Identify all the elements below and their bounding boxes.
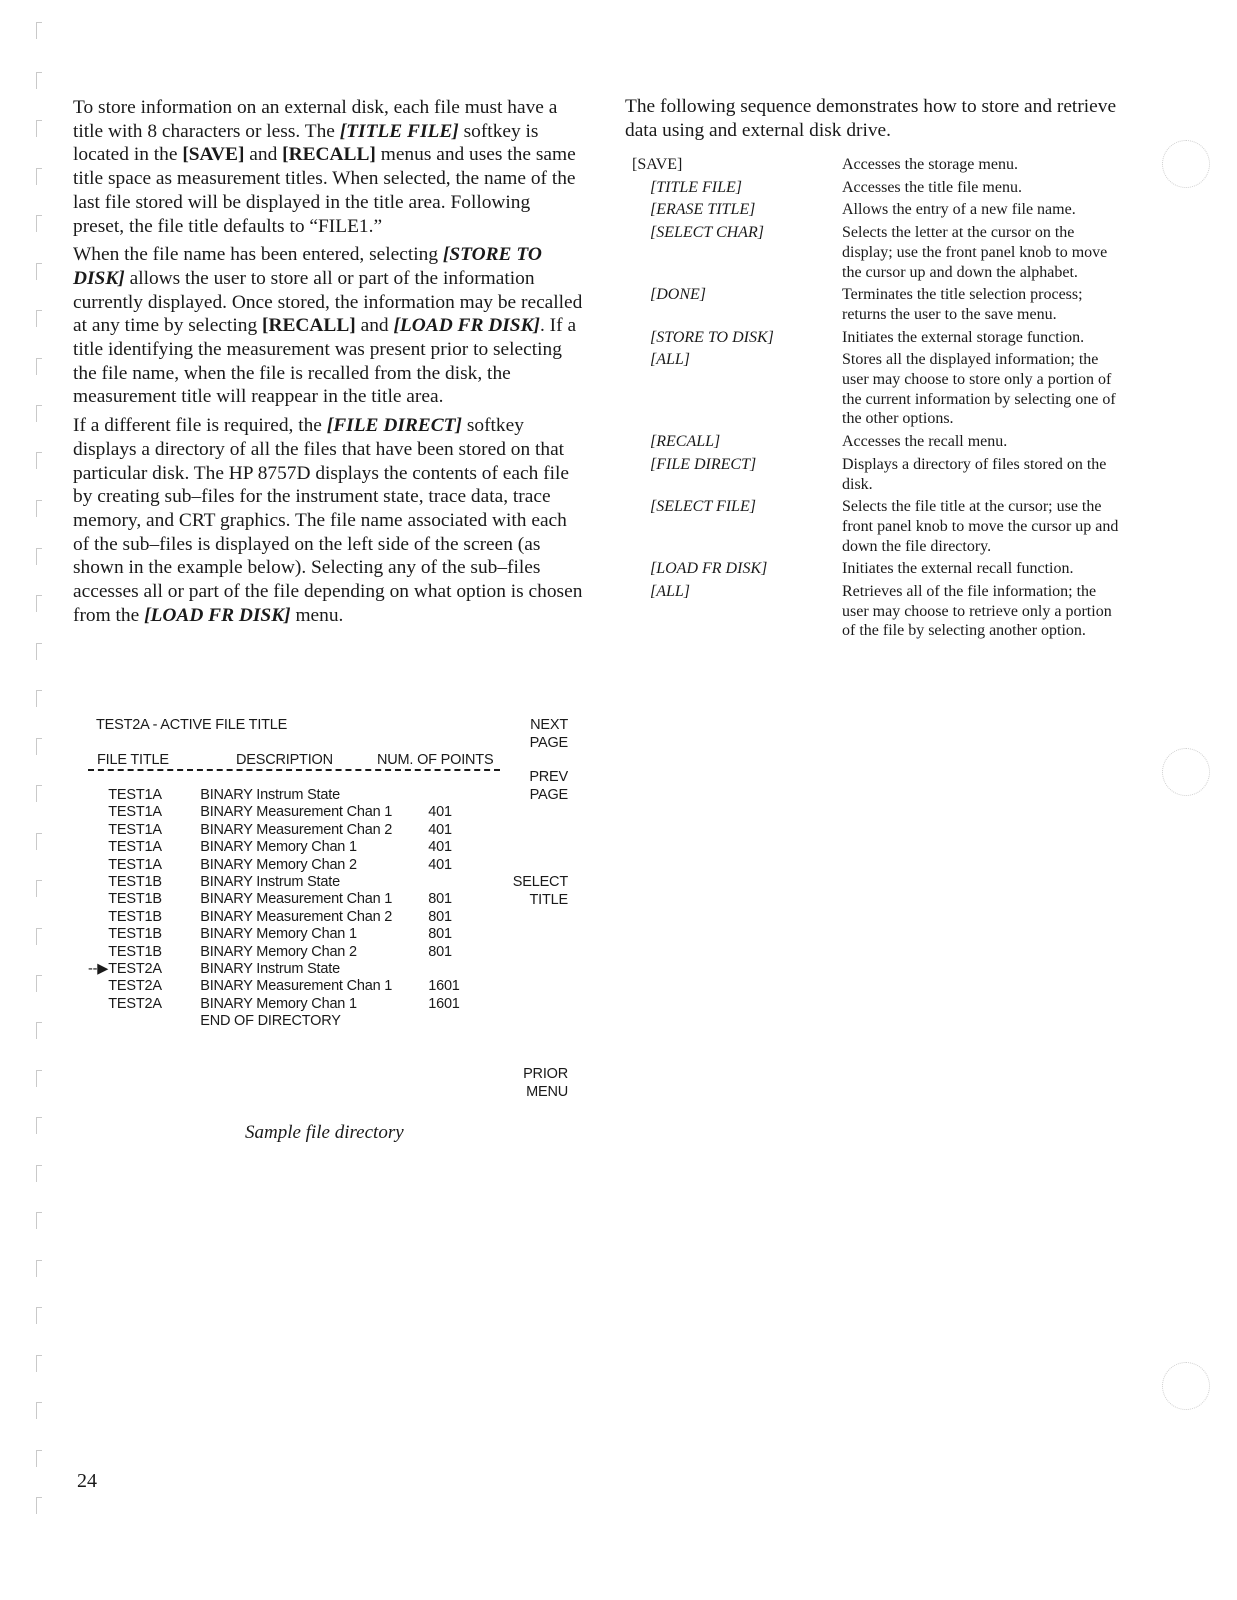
num-points-cell [428, 961, 488, 978]
cursor-arrow [88, 891, 108, 908]
description-cell: BINARY Memory Chan 1 [200, 926, 357, 943]
file-title-cell [108, 1013, 200, 1030]
cursor-arrow [88, 874, 108, 891]
num-points-cell: 1601 [428, 978, 460, 995]
description-cell: BINARY Memory Chan 2 [200, 856, 357, 873]
file-title-cell: TEST1B [108, 891, 162, 908]
softkey-prior-menu[interactable]: PRIOR MENU [523, 1066, 568, 1100]
directory-row[interactable] [88, 804, 488, 821]
file-title-cell: TEST2A [108, 961, 162, 978]
description-cell: BINARY Instrum State [200, 961, 340, 978]
sequence-key: [STORE TO DISK] [650, 328, 774, 346]
sequence-key: [DONE] [650, 286, 707, 304]
cursor-arrow [88, 1013, 108, 1030]
description-cell: BINARY Measurement Chan 1 [200, 978, 393, 995]
sequence-description: Accesses the storage menu. [842, 156, 1018, 173]
directory-row[interactable] [88, 926, 488, 943]
sequence-description: Initiates the external storage function. [842, 328, 1085, 346]
num-points-cell: 801 [428, 908, 452, 925]
num-points-cell [428, 874, 488, 891]
sequence-description: Terminates the title selection process; returns the user to the save menu. [842, 286, 1083, 323]
sequence-key: [ERASE TITLE] [650, 201, 756, 219]
num-points-cell: 1601 [428, 995, 460, 1012]
sequence-description: Selects the file title at the cursor; use the front panel knob to move the cursor up and down the file directory. [842, 498, 1119, 555]
file-title-cell: TEST2A [108, 995, 162, 1012]
directory-row[interactable] [88, 996, 488, 1013]
cursor-arrow [88, 857, 108, 874]
sample-file-directory-screen [88, 717, 578, 1107]
directory-row[interactable] [88, 978, 488, 995]
sequence-step [632, 178, 1122, 198]
sequence-key: [ALL] [650, 351, 691, 369]
sequence-description: Accesses the recall menu. [842, 433, 1008, 451]
sequence-step [632, 455, 1122, 494]
num-points-cell: 801 [428, 891, 452, 908]
softkey-ref: [FILE DIRECT] [326, 415, 462, 437]
num-points-cell: 801 [428, 943, 452, 960]
description-cell: BINARY Measurement Chan 2 [200, 908, 393, 925]
file-title-cell: TEST1A [108, 856, 162, 873]
cursor-arrow [88, 909, 108, 926]
directory-row[interactable] [88, 944, 488, 961]
sequence-description: Accesses the title file menu. [842, 178, 1022, 196]
directory-row[interactable] [88, 839, 488, 856]
hardkey-ref: [SAVE] [182, 144, 245, 166]
directory-row[interactable] [88, 891, 488, 908]
num-points-cell: 401 [428, 804, 452, 821]
sequence-description: Retrieves all of the file information; the user may choose to retrieve only a portion of the file by selecting another option. [842, 583, 1112, 640]
sequence-description: Allows the entry of a new file name. [842, 201, 1076, 219]
file-title-cell: TEST1B [108, 874, 162, 891]
header-num-points: NUM. OF POINTS [377, 752, 494, 768]
sequence-step [632, 285, 1122, 324]
key-sequence-list [632, 155, 1122, 644]
sequence-step [632, 155, 1122, 175]
cursor-arrow: --▶ [88, 961, 109, 978]
file-title-cell: TEST1A [108, 839, 162, 856]
directory-row[interactable] [88, 1013, 488, 1030]
softkey-ref: [TITLE FILE] [339, 120, 459, 142]
sequence-description: Initiates the external recall function. [842, 560, 1074, 578]
directory-table [88, 787, 488, 1031]
paragraph-store-to-disk: When the file name has been entered, selecting [STORE TO DISK] allows the user to store all or part of the information currently displayed. Once stored, the information may be recalled at any time by selecting [RECALL] and [LOAD FR DISK]. If a title identifying the measurement was present prior to selecting the file name, when the file is recalled from the disk, the measurement title will reappear in the title area. [73, 244, 583, 408]
left-column [73, 96, 583, 632]
description-cell: BINARY Memory Chan 2 [200, 943, 357, 960]
header-file-title: FILE TITLE [97, 752, 169, 768]
description-cell: BINARY Measurement Chan 1 [200, 804, 393, 821]
sequence-step [632, 559, 1122, 579]
cursor-arrow [88, 804, 108, 821]
paragraph-file-direct: If a different file is required, the [FILE DIRECT] softkey displays a directory of all the files that have been stored on that particular disk. The HP 8757D displays the contents of each file by creating sub–files for the instrument state, trace data, trace memory, and CRT graphics. The file name associated with each of the sub–files is displayed on the left side of the screen (as shown in the example below). Selecting any of the sub–files accesses all or part of the file depending on what option is chosen from the [LOAD FR DISK] menu. [73, 415, 583, 626]
cursor-arrow [88, 996, 108, 1013]
active-file-title: TEST2A - ACTIVE FILE TITLE [96, 717, 288, 733]
sequence-step [632, 582, 1122, 641]
cursor-arrow [88, 926, 108, 943]
cursor-arrow [88, 822, 108, 839]
cursor-arrow [88, 787, 108, 804]
softkey-ref: [LOAD FR DISK] [144, 604, 291, 626]
header-description: DESCRIPTION [236, 752, 333, 768]
file-title-cell: TEST1A [108, 804, 162, 821]
paragraph-title-file: To store information on an external disk, each file must have a title with 8 characters or less. The [TITLE FILE] softkey is located in the [SAVE] and [RECALL] menus and uses the same title space as measurement titles. When selected, the name of the last file stored will be displayed in the title area. Following preset, the file title defaults to “FILE1.” [73, 97, 576, 237]
binder-margin-marks [30, 0, 50, 1600]
page-number: 24 [77, 1470, 97, 1492]
sequence-description: Stores all the displayed information; the user may choose to store only a portion of the current information by selecting one of the other options. [842, 351, 1116, 428]
sequence-key: [LOAD FR DISK] [650, 560, 768, 578]
cursor-arrow [88, 944, 108, 961]
file-title-cell: TEST2A [108, 978, 162, 995]
num-points-cell [428, 1013, 488, 1030]
description-cell: BINARY Instrum State [200, 787, 340, 803]
file-title-cell: TEST1A [108, 787, 162, 803]
softkey-next-page[interactable]: NEXT PAGE [529, 717, 568, 751]
description-cell: BINARY Instrum State [200, 874, 340, 891]
sequence-key: [SELECT FILE] [650, 498, 756, 516]
sequence-key: [TITLE FILE] [650, 178, 743, 196]
sequence-key: [SELECT CHAR] [650, 224, 764, 242]
cursor-arrow [88, 978, 108, 995]
sequence-step [632, 200, 1122, 220]
file-title-cell: TEST1B [108, 943, 162, 960]
description-cell: END OF DIRECTORY [200, 1013, 341, 1030]
sequence-step [632, 223, 1122, 282]
num-points-cell: 401 [428, 821, 452, 838]
sequence-intro: The following sequence demonstrates how to store and retrieve data using and external disk drive. [625, 96, 1117, 141]
directory-row[interactable] [88, 857, 488, 874]
num-points-cell [428, 787, 488, 804]
figure-caption: Sample file directory [245, 1122, 404, 1143]
directory-row[interactable] [88, 787, 488, 804]
sequence-description: Selects the letter at the cursor on the display; use the front panel knob to move the cursor up and down the alphabet. [842, 224, 1108, 281]
sequence-key: [SAVE] [632, 156, 683, 173]
file-title-cell: TEST1B [108, 926, 162, 943]
description-cell: BINARY Memory Chan 1 [200, 839, 357, 856]
sequence-description: Displays a directory of files stored on the disk. [842, 455, 1107, 493]
sequence-step [632, 328, 1122, 348]
header-divider [88, 769, 500, 771]
softkey-ref: [STORE TO DISK] [73, 244, 542, 289]
hardkey-ref: [RECALL] [262, 315, 356, 337]
sequence-key: [FILE DIRECT] [650, 455, 757, 473]
punch-hole [1162, 748, 1210, 796]
num-points-cell: 401 [428, 856, 452, 873]
description-cell: BINARY Measurement Chan 2 [200, 821, 393, 838]
description-cell: BINARY Memory Chan 1 [200, 995, 357, 1012]
num-points-cell: 401 [428, 839, 452, 856]
num-points-cell: 801 [428, 926, 452, 943]
sequence-step [632, 432, 1122, 452]
sequence-key: [RECALL] [650, 433, 721, 451]
description-cell: BINARY Measurement Chan 1 [200, 891, 393, 908]
directory-row[interactable] [88, 909, 488, 926]
directory-row[interactable] [88, 961, 488, 978]
file-title-cell: TEST1A [108, 821, 162, 838]
softkey-select-title[interactable]: SELECT TITLE [512, 874, 568, 908]
sequence-step [632, 497, 1122, 556]
cursor-arrow [88, 839, 108, 856]
punch-hole [1162, 1362, 1210, 1410]
hardkey-ref: [RECALL] [282, 144, 376, 166]
file-title-cell: TEST1B [108, 908, 162, 925]
punch-hole [1162, 140, 1210, 188]
softkey-ref: [LOAD FR DISK] [393, 315, 540, 337]
sequence-step [632, 350, 1122, 429]
directory-row[interactable] [88, 874, 488, 891]
directory-row[interactable] [88, 822, 488, 839]
softkey-prev-page[interactable]: PREV PAGE [529, 769, 568, 803]
sequence-key: [ALL] [650, 583, 691, 601]
